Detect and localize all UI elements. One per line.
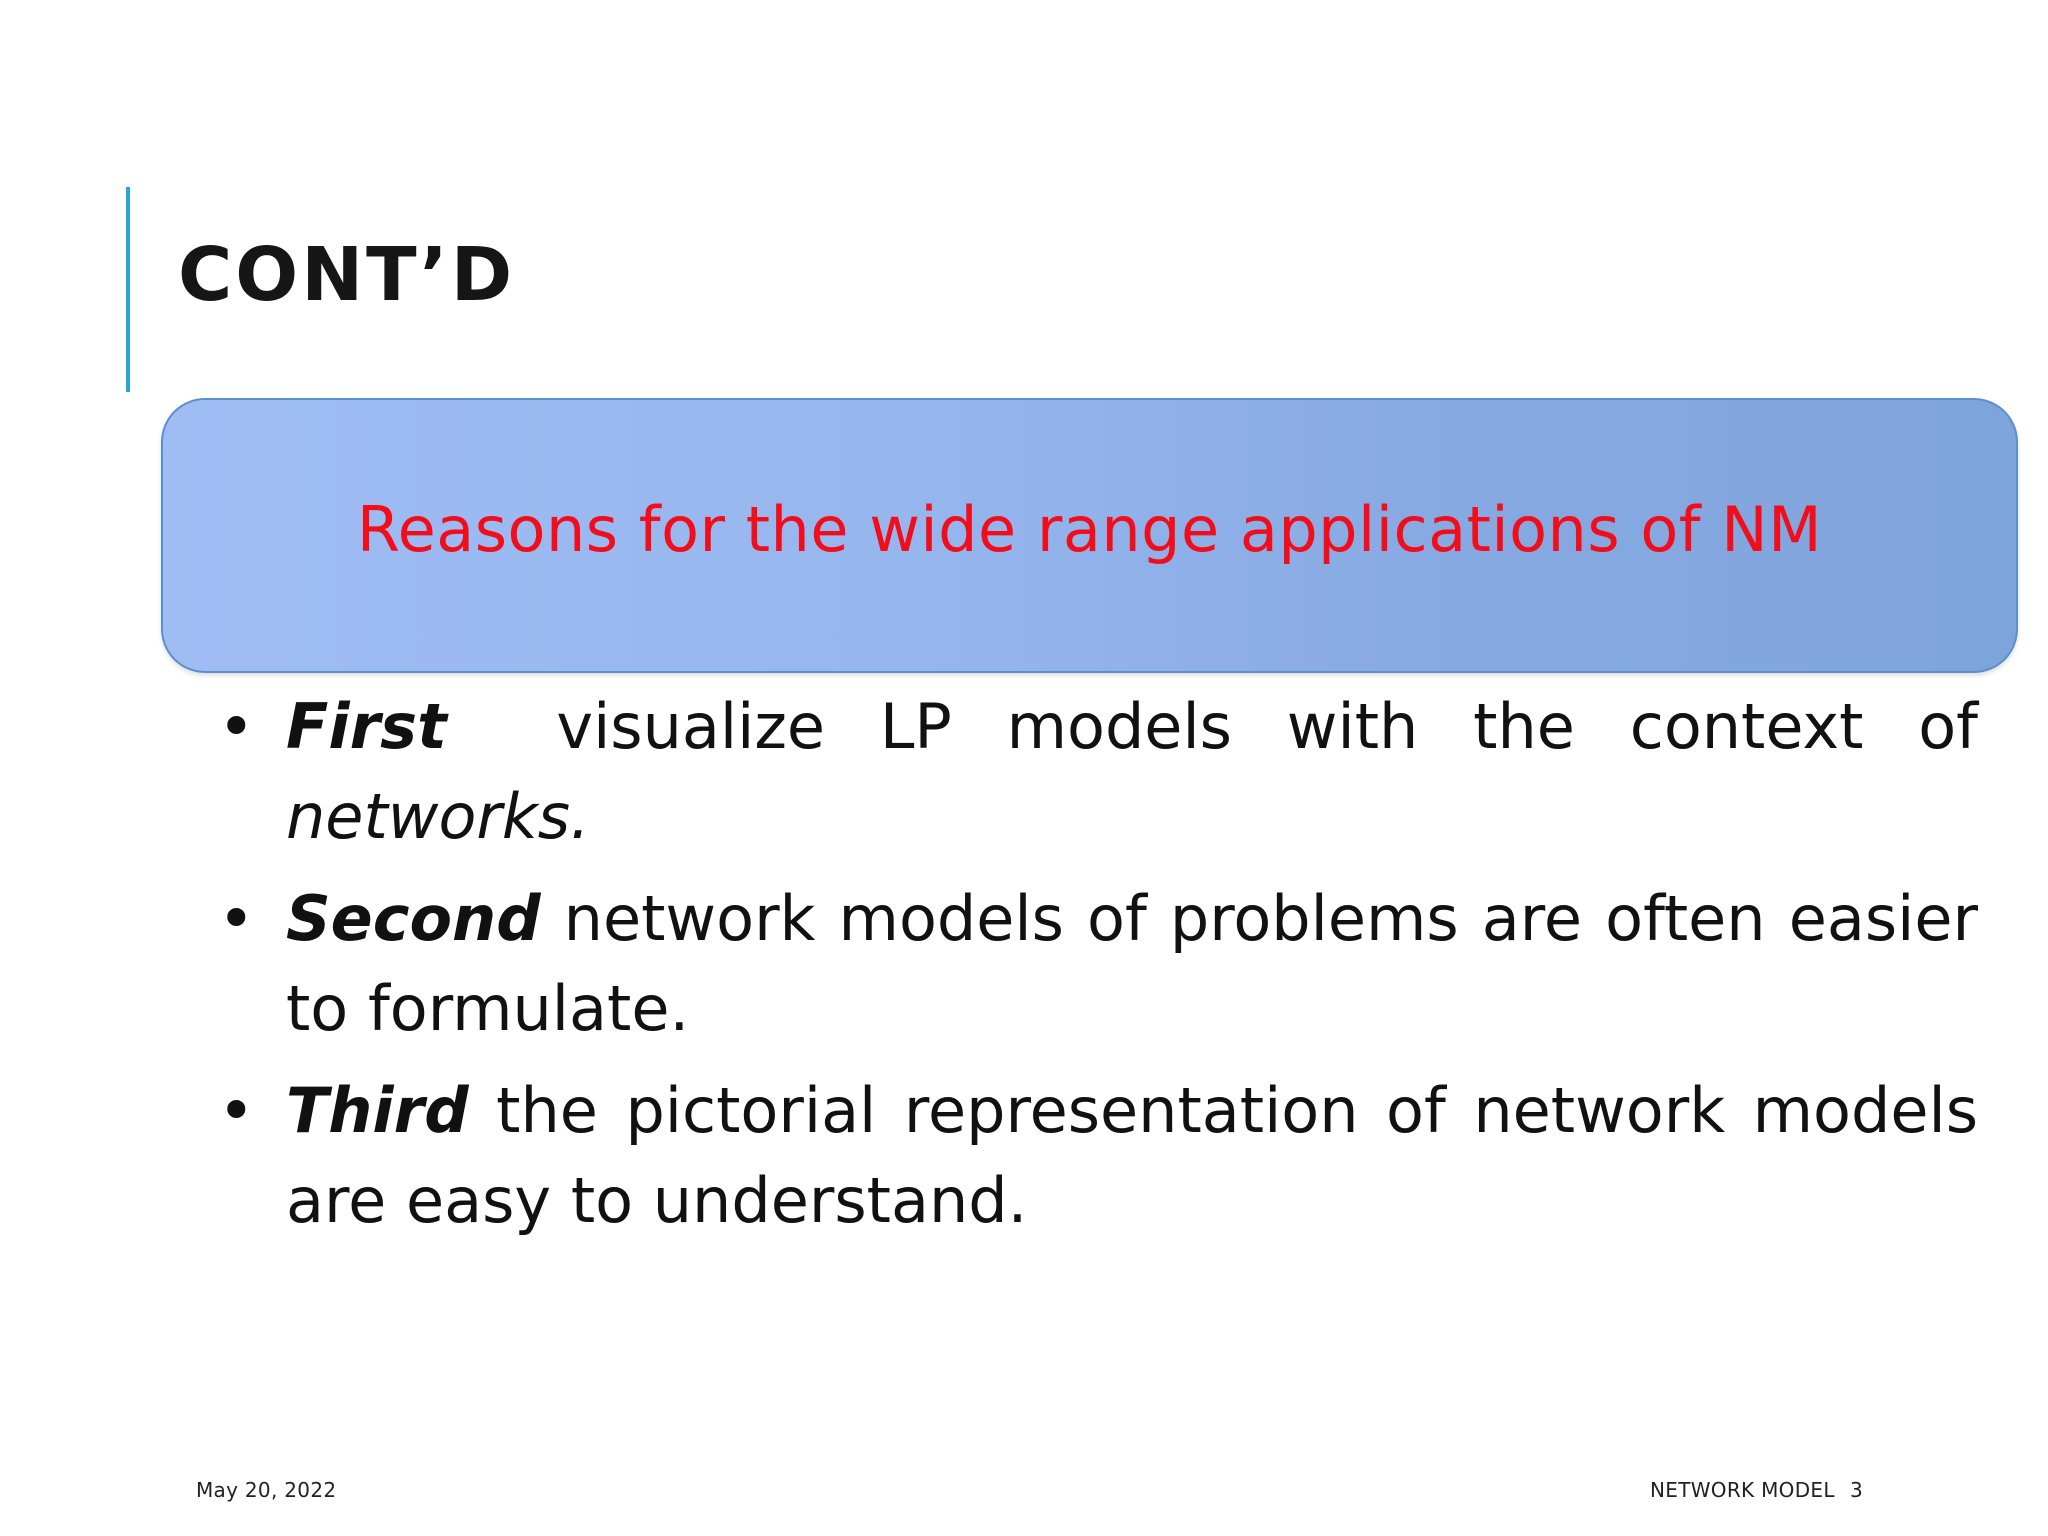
- bullet-text: visualize LP models with the context of: [446, 690, 1998, 763]
- bullet-list: [218, 682, 1998, 1258]
- banner-text: Reasons for the wide range applications of NM: [356, 493, 1823, 566]
- footer-title: NETWORK MODEL: [1650, 1478, 1835, 1502]
- bullet-marker: •: [218, 1074, 255, 1147]
- bullet-emphasis: networks.: [286, 780, 590, 853]
- footer-date: May 20, 2022: [196, 1478, 337, 1502]
- bullet-keyword: Second: [286, 882, 541, 955]
- footer-page-number: 3: [1850, 1478, 1864, 1502]
- bullet-marker: •: [218, 882, 255, 955]
- bullet-keyword: First: [286, 690, 447, 763]
- bullet-text: network models of problems are often easier to formulate.: [286, 882, 1978, 1045]
- title-accent-bar: [126, 187, 130, 392]
- bullet-item-third: [218, 1066, 1978, 1246]
- slide-title: CONT’D: [178, 232, 516, 318]
- bullet-text: the pictorial representation of network models are easy to understand.: [286, 1074, 1978, 1237]
- bullet-item-first: [218, 682, 1998, 862]
- bullet-item-second: [218, 874, 1978, 1054]
- bullet-keyword: Third: [286, 1074, 469, 1147]
- bullet-marker: •: [218, 690, 255, 763]
- reasons-banner: [161, 398, 2018, 673]
